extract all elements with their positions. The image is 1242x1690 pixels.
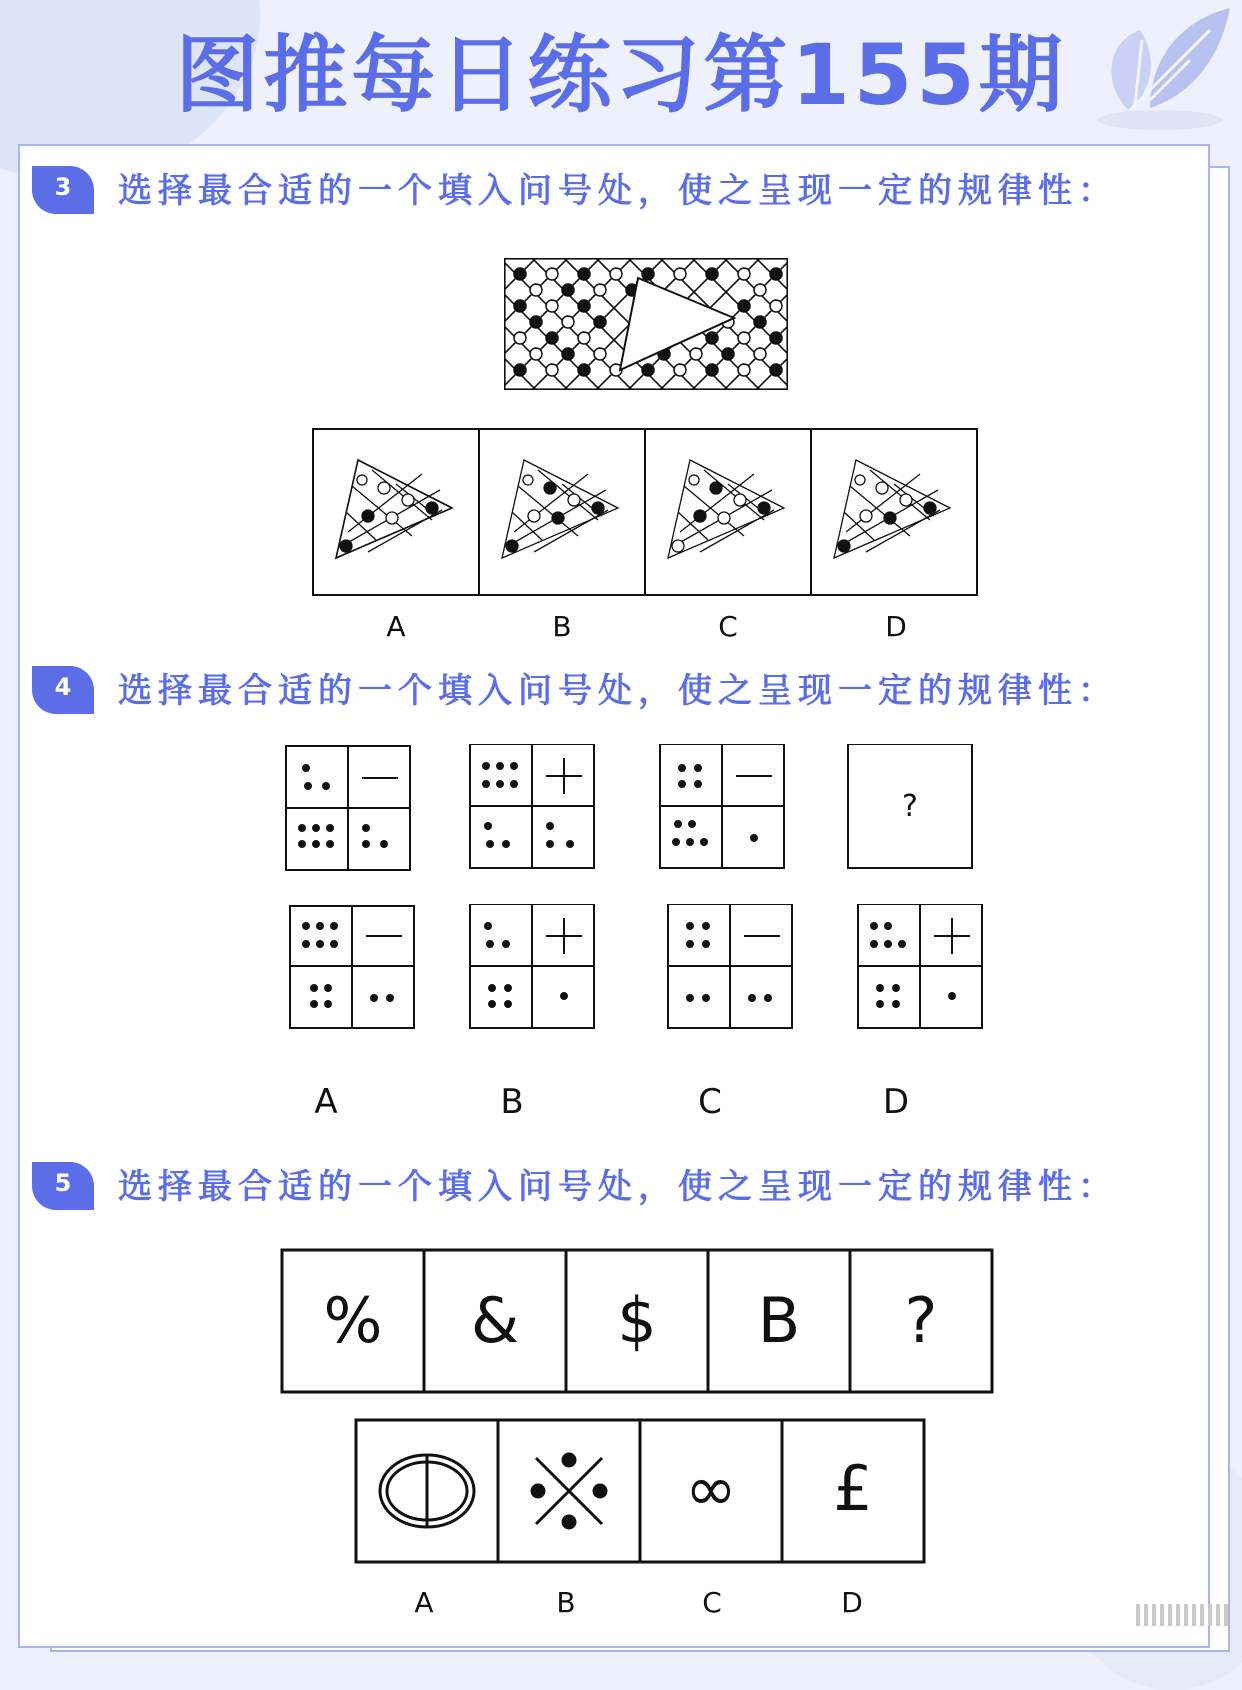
q4-sequence: [284, 744, 984, 874]
question-4-header: [32, 666, 1212, 720]
q3-pattern-figure: [504, 258, 788, 390]
q5-sequence-cell-5: ?: [904, 1284, 938, 1357]
question-prompt: 选择最合适的一个填入问号处，使之呈现一定的规律性：: [118, 671, 1118, 711]
q5-sequence-cell-3: $: [617, 1284, 657, 1357]
question-3-header: [32, 166, 1212, 220]
q3-option-label-b[interactable]: B: [552, 610, 572, 643]
q5-sequence-cell-4: B: [757, 1284, 801, 1357]
q5-sequence-cell-1: %: [323, 1284, 383, 1357]
question-number-badge: 5: [32, 1162, 94, 1210]
q5-option-label-a[interactable]: A: [414, 1586, 434, 1619]
watermark-bars-icon: [1132, 1594, 1242, 1634]
cross-dots-icon: [531, 1453, 607, 1529]
q4-question-mark: ?: [902, 789, 918, 824]
question-prompt: 选择最合适的一个填入问号处，使之呈现一定的规律性：: [118, 1167, 1118, 1207]
question-prompt: 选择最合适的一个填入问号处，使之呈现一定的规律性：: [118, 171, 1118, 211]
q3-option-label-d[interactable]: D: [885, 610, 907, 643]
q3-options-strip: [312, 428, 978, 596]
q5-option-label-c[interactable]: C: [702, 1586, 722, 1619]
q3-option-label-c[interactable]: C: [718, 610, 738, 643]
question-number-badge: 4: [32, 666, 94, 714]
q3-option-label-a[interactable]: A: [386, 610, 406, 643]
q4-options: [288, 904, 988, 1034]
page-title: 图推每日练习第155期: [175, 26, 1067, 124]
q4-option-label-b[interactable]: B: [500, 1082, 524, 1122]
q4-option-label-a[interactable]: A: [314, 1082, 338, 1122]
question-number-badge: 3: [32, 166, 94, 214]
q5-option-label-d[interactable]: D: [841, 1586, 863, 1619]
q4-option-label-d[interactable]: D: [882, 1082, 910, 1122]
q5-option-label-b[interactable]: B: [556, 1586, 576, 1619]
q4-option-label-c[interactable]: C: [698, 1082, 722, 1122]
q5-option-c-symbol: ∞: [685, 1452, 737, 1525]
q5-option-d-symbol: £: [833, 1452, 873, 1525]
q5-sequence-cell-2: &: [470, 1284, 520, 1357]
question-5-header: [32, 1162, 1212, 1216]
